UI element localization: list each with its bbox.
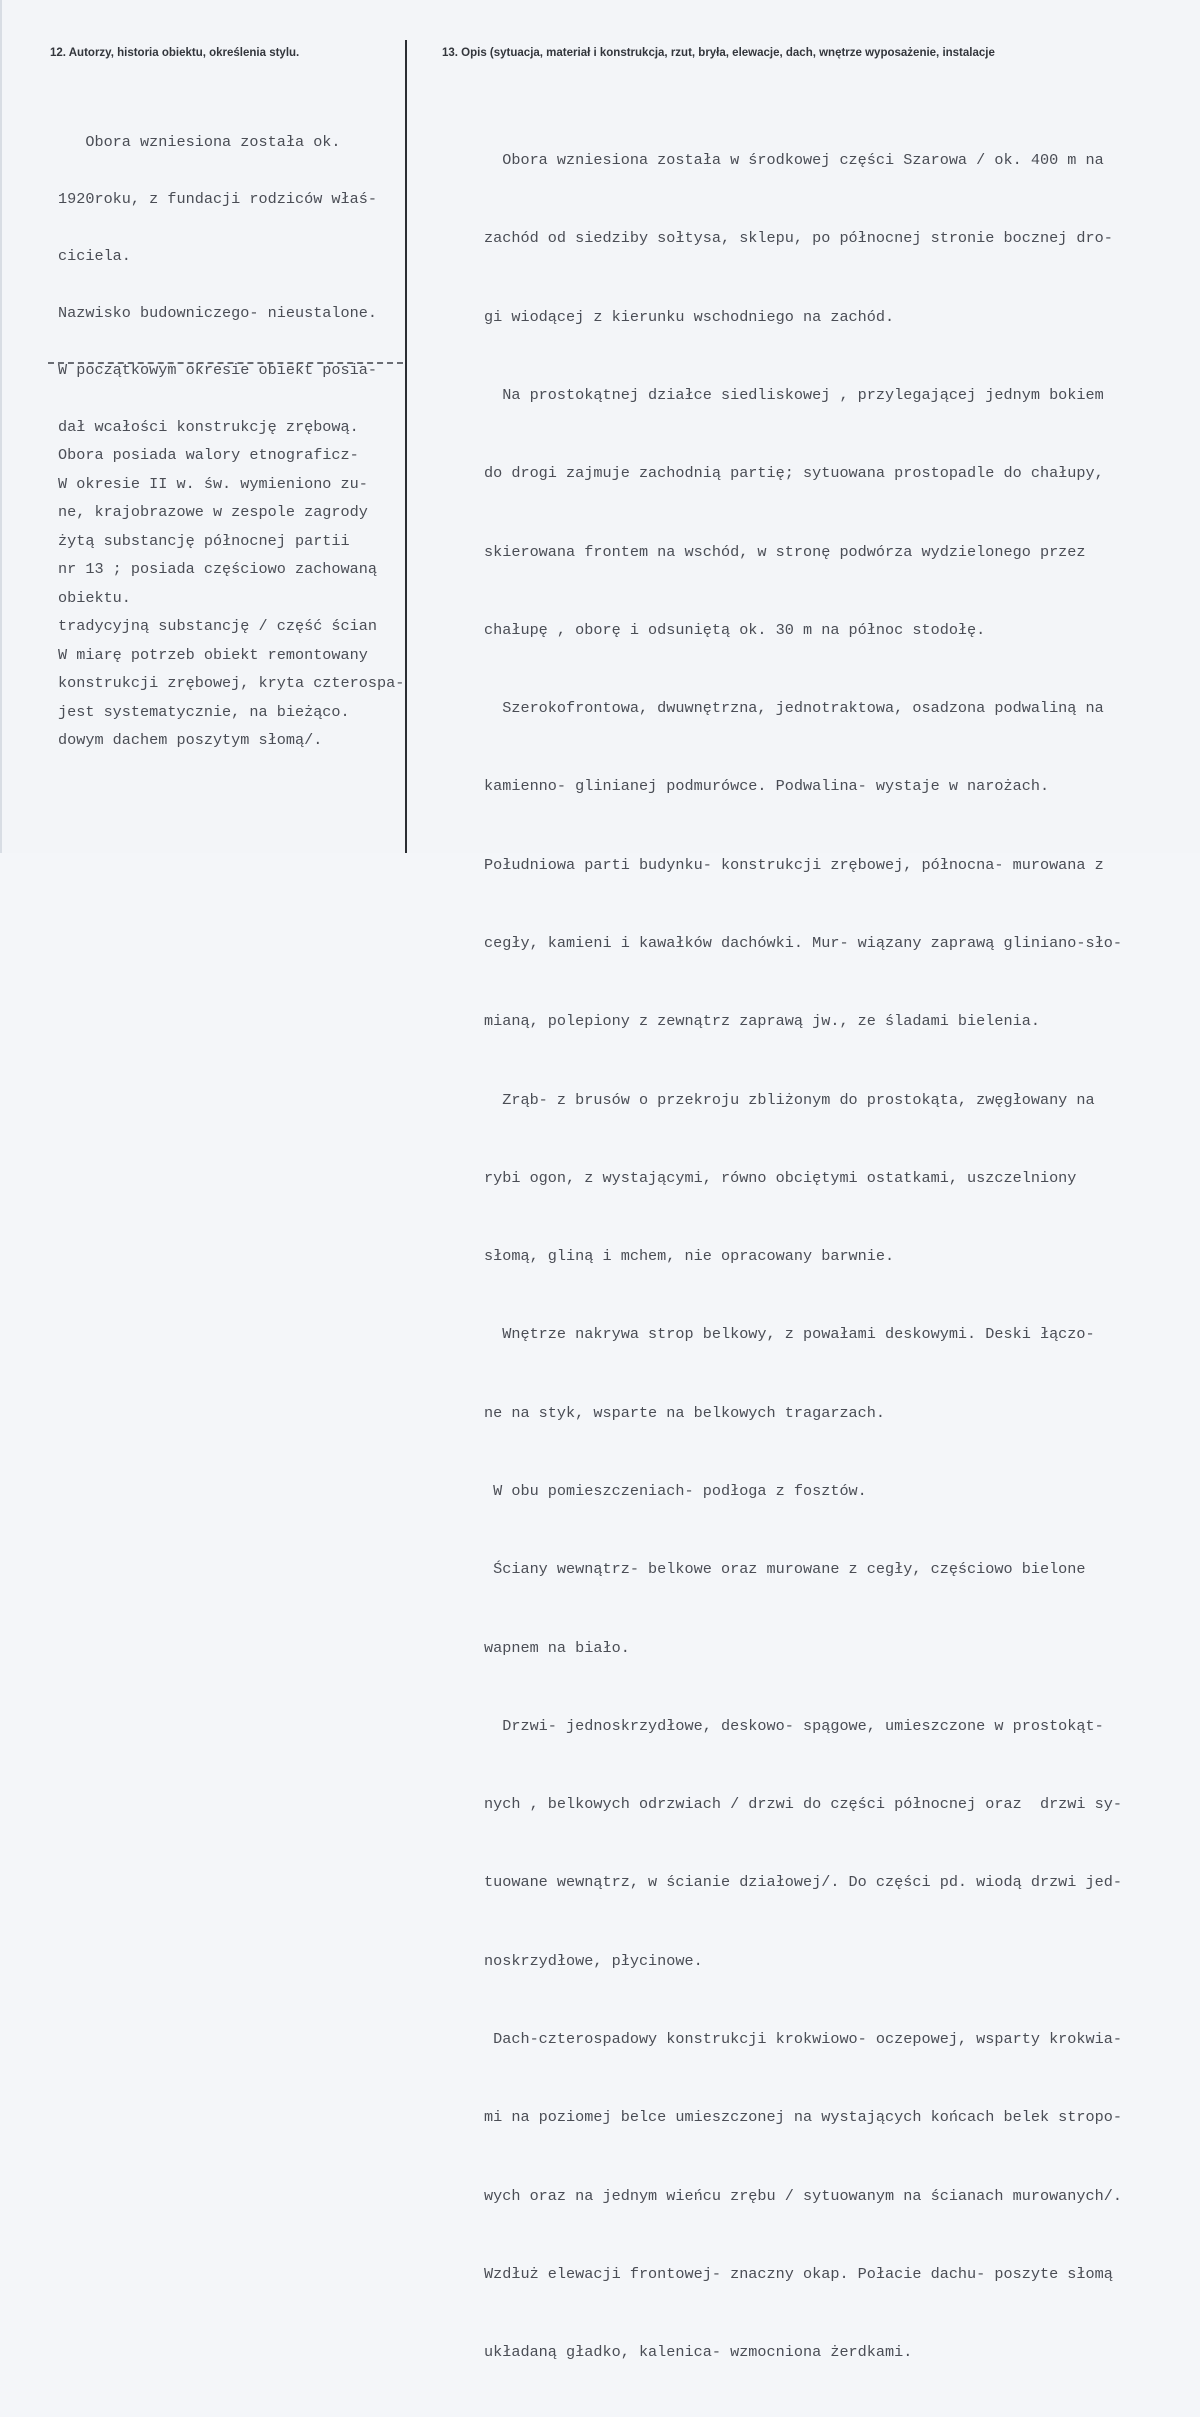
text-line: jest systematycznie, na bieżąco. [58, 703, 350, 721]
text-line: zachód od siedziby sołtysa, sklepu, po północnej stronie bocznej dro- [484, 229, 1113, 248]
text-line: W okresie II w. św. wymieniono zu- [58, 475, 368, 493]
text-line: Ściany wewnątrz- belkowe oraz murowane z cegły, częściowo bielone [484, 1560, 1086, 1579]
text-line: ne na styk, wsparte na belkowych tragarzach. [484, 1403, 886, 1422]
text-line: 1920roku, z fundacji rodziców właś- [58, 190, 377, 208]
text-line: żytą substancję północnej partii [58, 532, 350, 550]
text-line: noskrzydłowe, płycinowe. [484, 1951, 703, 1970]
text-line: nych , belkowych odrzwiach / drzwi do części północnej oraz drzwi sy- [484, 1795, 1122, 1814]
text-line: dał wcałości konstrukcję zrębową. [58, 418, 359, 436]
text-line: skierowana frontem na wschód, w stronę podwórza wydzielonego przez [484, 542, 1086, 561]
text-line: Drzwi- jednoskrzydłowe, deskowo- spągowe, umieszczone w prostokąt- [484, 1716, 1104, 1735]
text-line: Wzdłuż elewacji frontowej- znaczny okap. Połacie dachu- poszyte słomą [484, 2264, 1113, 2283]
values-text [58, 408, 418, 788]
text-line: W początkowym okresie obiekt posia- [58, 361, 377, 379]
text-line: ciciela. [58, 247, 131, 265]
text-line: kamienno- glinianej podmurówce. Podwalina- wystaje w narożach. [484, 777, 1050, 796]
text-line: Szerokofrontowa, dwuwnętrzna, jednotraktowa, osadzona podwaliną na [484, 699, 1104, 718]
text-line: obiektu. [58, 589, 131, 607]
text-line: mi na poziomej belce umieszczonej na wystających końcach belek stropo- [484, 2108, 1122, 2127]
text-line: Dach-czterospadowy konstrukcji krokwiowo- oczepowej, wsparty krokwia- [484, 2029, 1122, 2048]
text-line: tuowane wewnątrz, w ścianie działowej/. Do części pd. wiodą drzwi jed- [484, 1873, 1122, 1892]
text-line: nr 13 ; posiada częściowo zachowaną [58, 560, 377, 578]
text-line: Zrąb- z brusów o przekroju zbliżonym do prostokąta, zwęgłowany na [484, 1090, 1095, 1109]
text-line: chałupę , oborę i odsuniętą ok. 30 m na północ stodołę. [484, 620, 986, 639]
text-line: Obora wzniesiona została w środkowej części Szarowa / ok. 400 m na [484, 151, 1104, 170]
text-line: Południowa parti budynku- konstrukcji zrębowej, północna- murowana z [484, 855, 1104, 874]
text-line: Na prostokątnej działce siedliskowej , przylegającej jednym bokiem [484, 386, 1104, 405]
text-line: mianą, polepiony z zewnątrz zaprawą jw., ze śladami bielenia. [484, 1012, 1040, 1031]
description-text [484, 95, 1199, 2417]
text-line: W obu pomieszczeniach- podłoga z fosztów. [484, 1481, 867, 1500]
section-12-header: 12. Autorzy, historia obiektu, określenia stylu. [50, 47, 300, 59]
text-line: Wnętrze nakrywa strop belkowy, z powałami deskowymi. Deski łączo- [484, 1325, 1095, 1344]
text-line: tradycyjną substancję / część ścian [58, 617, 377, 635]
dashed-separator [48, 362, 403, 364]
text-line: cegły, kamieni i kawałków dachówki. Mur- wiązany zaprawą gliniano-sło- [484, 934, 1122, 952]
text-line: układaną gładko, kalenica- wzmocniona żerdkami. [484, 2343, 913, 2362]
text-line: W miarę potrzeb obiekt remontowany [58, 646, 368, 664]
text-line: Obora posiada walory etnograficz- [58, 446, 359, 464]
section-13-header: 13. Opis (sytuacja, materiał i konstrukcja, rzut, bryła, elewacje, dach, wnętrze wyposażenie, instalacje [442, 47, 995, 59]
text-line: Obora wzniesiona została ok. [58, 133, 341, 151]
text-line: ne, krajobrazowe w zespole zagrody [58, 503, 368, 521]
text-line: wapnem na biało. [484, 1638, 630, 1657]
text-line: Nazwisko budowniczego- nieustalone. [58, 304, 377, 322]
text-line: konstrukcji zrębowej, kryta czterospa- [58, 674, 405, 692]
text-line: dowym dachem poszytym słomą/. [58, 731, 323, 749]
text-line: gi wiodącej z kierunku wschodniego na zachód. [484, 307, 895, 326]
text-line: wych oraz na jednym wieńcu zrębu / sytuowanym na ścianach murowanych/. [484, 2186, 1122, 2205]
text-line: do drogi zajmuje zachodnią partię; sytuowana prostopadle do chałupy, [484, 464, 1104, 483]
text-line: słomą, gliną i mchem, nie opracowany barwnie. [484, 1247, 895, 1266]
text-line: rybi ogon, z wystającymi, równo obciętymi ostatkami, uszczelniony [484, 1168, 1077, 1187]
